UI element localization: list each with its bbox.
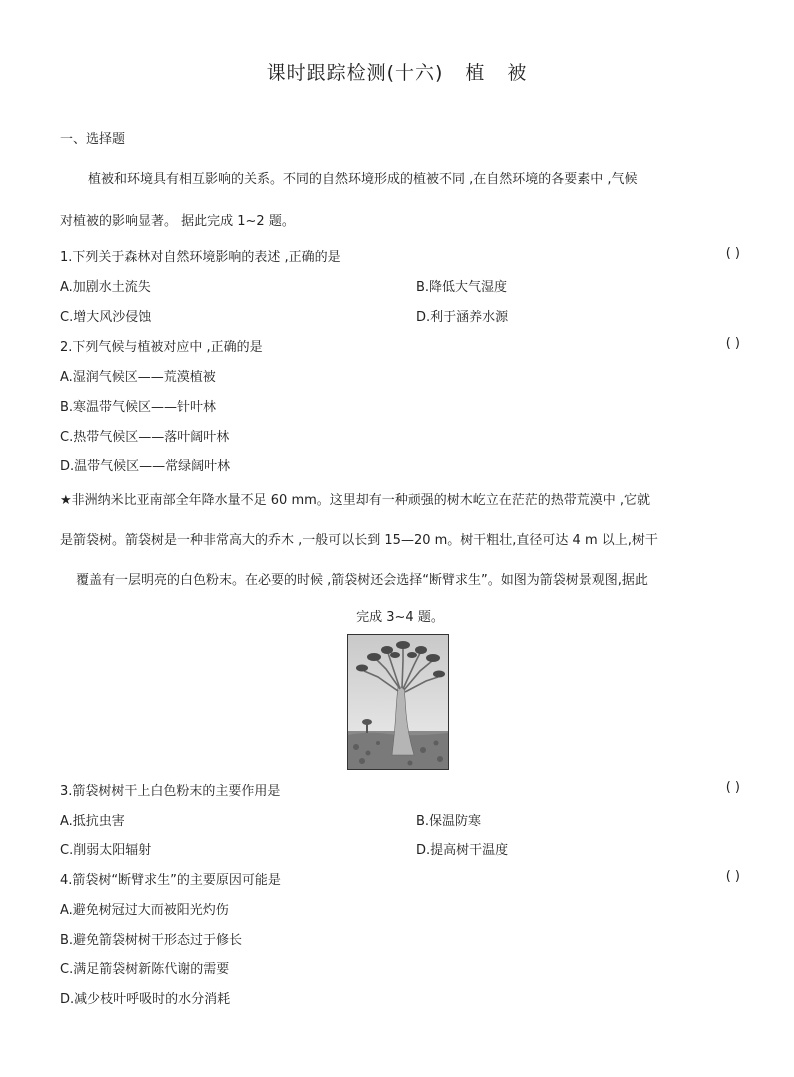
option-3b: B.保温防寒 xyxy=(416,814,482,829)
option-2d: D.温带气候区——常绿阔叶林 xyxy=(60,459,231,474)
star-icon: ★ xyxy=(60,493,72,508)
option-2c: C.热带气候区——落叶阔叶林 xyxy=(60,430,230,445)
passage-line-4: 完成 3~4 题。 xyxy=(356,610,444,625)
option-4d: D.减少枝叶呼吸时的水分消耗 xyxy=(60,992,231,1007)
question-2 xyxy=(60,336,740,355)
title-main: 课时跟踪检测(十六) xyxy=(266,62,444,84)
answer-paren: ( ) xyxy=(725,246,740,261)
passage-line-2: 是箭袋树。箭袋树是一种非常高大的乔木 ,一般可以长到 15—20 m。树干粗壮,直径可达 4 m 以上,树干 xyxy=(60,533,658,548)
title-sub2: 被 xyxy=(507,62,528,84)
question-4 xyxy=(60,869,740,888)
answer-paren: ( ) xyxy=(725,869,740,884)
answer-paren: ( ) xyxy=(725,336,740,351)
option-3c: C.削弱太阳辐射 xyxy=(60,843,152,858)
intro-line-2: 对植被的影响显著。 据此完成 1~2 题。 xyxy=(60,214,295,229)
page-title xyxy=(0,58,794,85)
passage-line-3: 覆盖有一层明亮的白色粉末。在必要的时候 ,箭袋树还会选择“断臂求生”。如图为箭袋树景观图,据此 xyxy=(76,573,648,588)
option-4c: C.满足箭袋树新陈代谢的需要 xyxy=(60,962,230,977)
passage-line-1 xyxy=(60,489,650,508)
option-4b: B.避免箭袋树树干形态过于修长 xyxy=(60,933,243,948)
option-1a: A.加剧水土流失 xyxy=(60,280,151,295)
intro-line-1: 植被和环境具有相互影响的关系。不同的自然环境形成的植被不同 ,在自然环境的各要素中 ,气候 xyxy=(88,172,638,187)
title-sub1: 植 xyxy=(465,62,486,84)
question-stem: 1.下列关于森林对自然环境影响的表述 ,正确的是 xyxy=(60,250,341,265)
option-1c: C.增大风沙侵蚀 xyxy=(60,310,152,325)
option-1b: B.降低大气湿度 xyxy=(416,280,508,295)
question-stem: 4.箭袋树“断臂求生”的主要原因可能是 xyxy=(60,873,281,888)
option-3d: D.提高树干温度 xyxy=(416,843,509,858)
answer-paren: ( ) xyxy=(725,780,740,795)
question-stem: 3.箭袋树树干上白色粉末的主要作用是 xyxy=(60,784,281,799)
section-heading: 一、选择题 xyxy=(60,132,126,147)
passage-text: 非洲纳米比亚南部全年降水量不足 60 mm。这里却有一种顽强的树木屹立在茫茫的热带荒漠中 ,它就 xyxy=(71,493,651,508)
option-2b: B.寒温带气候区——针叶林 xyxy=(60,400,217,415)
question-1 xyxy=(60,246,740,265)
option-3a: A.抵抗虫害 xyxy=(60,814,125,829)
option-2a: A.湿润气候区——荒漠植被 xyxy=(60,370,216,385)
question-stem: 2.下列气候与植被对应中 ,正确的是 xyxy=(60,340,263,355)
quiver-tree-photo xyxy=(347,634,449,770)
option-4a: A.避免树冠过大而被阳光灼伤 xyxy=(60,903,229,918)
question-3 xyxy=(60,780,740,799)
option-1d: D.利于涵养水源 xyxy=(416,310,509,325)
